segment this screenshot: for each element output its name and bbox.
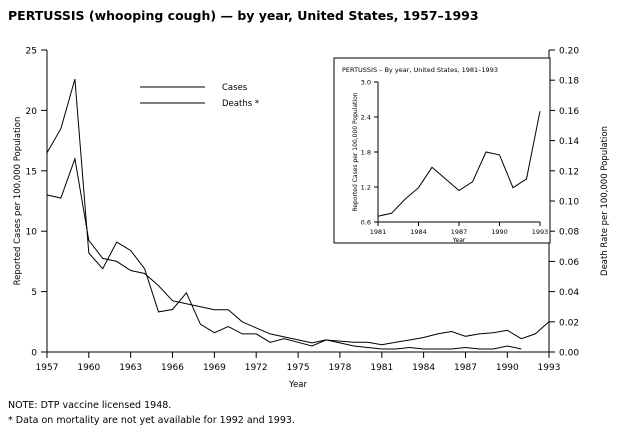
right-tick-label: 0.04 <box>559 288 580 299</box>
chart-svg <box>0 30 629 390</box>
page-title: PERTUSSIS (whooping cough) — by year, United States, 1957–1993 <box>8 8 479 23</box>
right-tick-label: 0.16 <box>559 106 580 117</box>
inset-y-tick-label: 1.2 <box>360 183 371 192</box>
inset-title: PERTUSSIS – By year, United States, 1981–1993 <box>342 66 498 74</box>
x-tick-label: 1960 <box>77 363 101 373</box>
footnote-note: NOTE: DTP vaccine licensed 1948. <box>8 400 172 411</box>
main-chart <box>0 30 629 390</box>
right-tick-label: 0.14 <box>559 137 580 148</box>
inset-y-tick-label: 2.4 <box>360 113 371 122</box>
right-tick-label: 0.00 <box>559 348 580 359</box>
x-axis-title: Year <box>289 380 307 390</box>
left-tick-label: 15 <box>25 167 37 178</box>
left-tick-label: 0 <box>31 348 37 359</box>
inset-x-tick-label: 1993 <box>531 228 549 236</box>
right-tick-label: 0.02 <box>559 318 580 329</box>
right-tick-label: 0.10 <box>559 197 580 208</box>
left-tick-label: 5 <box>31 288 37 299</box>
inset-chart <box>334 58 550 244</box>
x-tick-label: 1975 <box>286 363 310 373</box>
x-tick-label: 1984 <box>412 363 436 373</box>
legend-label-deaths: Deaths * <box>222 99 260 109</box>
inset-x-tick-label: 1984 <box>410 228 427 236</box>
right-axis-ticks <box>549 47 579 359</box>
x-tick-label: 1957 <box>35 363 59 373</box>
left-axis-ticks <box>26 47 47 359</box>
inset-x-tick-label: 1981 <box>369 228 387 236</box>
left-tick-label: 25 <box>25 46 37 57</box>
right-tick-label: 0.18 <box>559 76 580 87</box>
inset-x-axis-title: Year <box>452 237 466 244</box>
x-tick-label: 1972 <box>244 363 268 373</box>
left-tick-label: 20 <box>25 106 37 117</box>
left-tick-label: 10 <box>25 227 37 238</box>
chart-legend <box>140 83 259 109</box>
x-axis-ticks <box>36 352 561 373</box>
right-tick-label: 0.06 <box>559 257 580 268</box>
right-tick-label: 0.20 <box>559 46 580 57</box>
x-tick-label: 1993 <box>537 363 561 373</box>
inset-x-tick-label: 1990 <box>491 228 508 236</box>
right-tick-label: 0.12 <box>559 167 580 178</box>
legend-label-cases: Cases <box>222 83 248 93</box>
x-tick-label: 1969 <box>202 363 226 373</box>
inset-x-tick-label: 1987 <box>450 228 468 236</box>
x-tick-label: 1990 <box>495 363 519 373</box>
y2-axis-title: Death Rate per 100,000 Population <box>600 126 610 276</box>
inset-y-tick-label: 0.6 <box>360 218 371 227</box>
y-axis-title: Reported Cases per 100,000 Population <box>13 116 23 286</box>
x-tick-label: 1981 <box>370 363 394 373</box>
inset-y-tick-label: 1.8 <box>360 148 371 157</box>
right-tick-label: 0.08 <box>559 227 580 238</box>
x-tick-label: 1966 <box>161 363 184 373</box>
x-tick-label: 1978 <box>328 363 352 373</box>
inset-y-axis-title: Reported Cases per 100,000 Population <box>352 92 359 212</box>
footnote-mortality: * Data on mortality are not yet available for 1992 and 1993. <box>8 415 295 426</box>
x-tick-label: 1963 <box>119 363 143 373</box>
x-tick-label: 1987 <box>454 363 477 373</box>
inset-y-tick-label: 3.0 <box>360 78 371 87</box>
footnotes <box>8 398 295 428</box>
